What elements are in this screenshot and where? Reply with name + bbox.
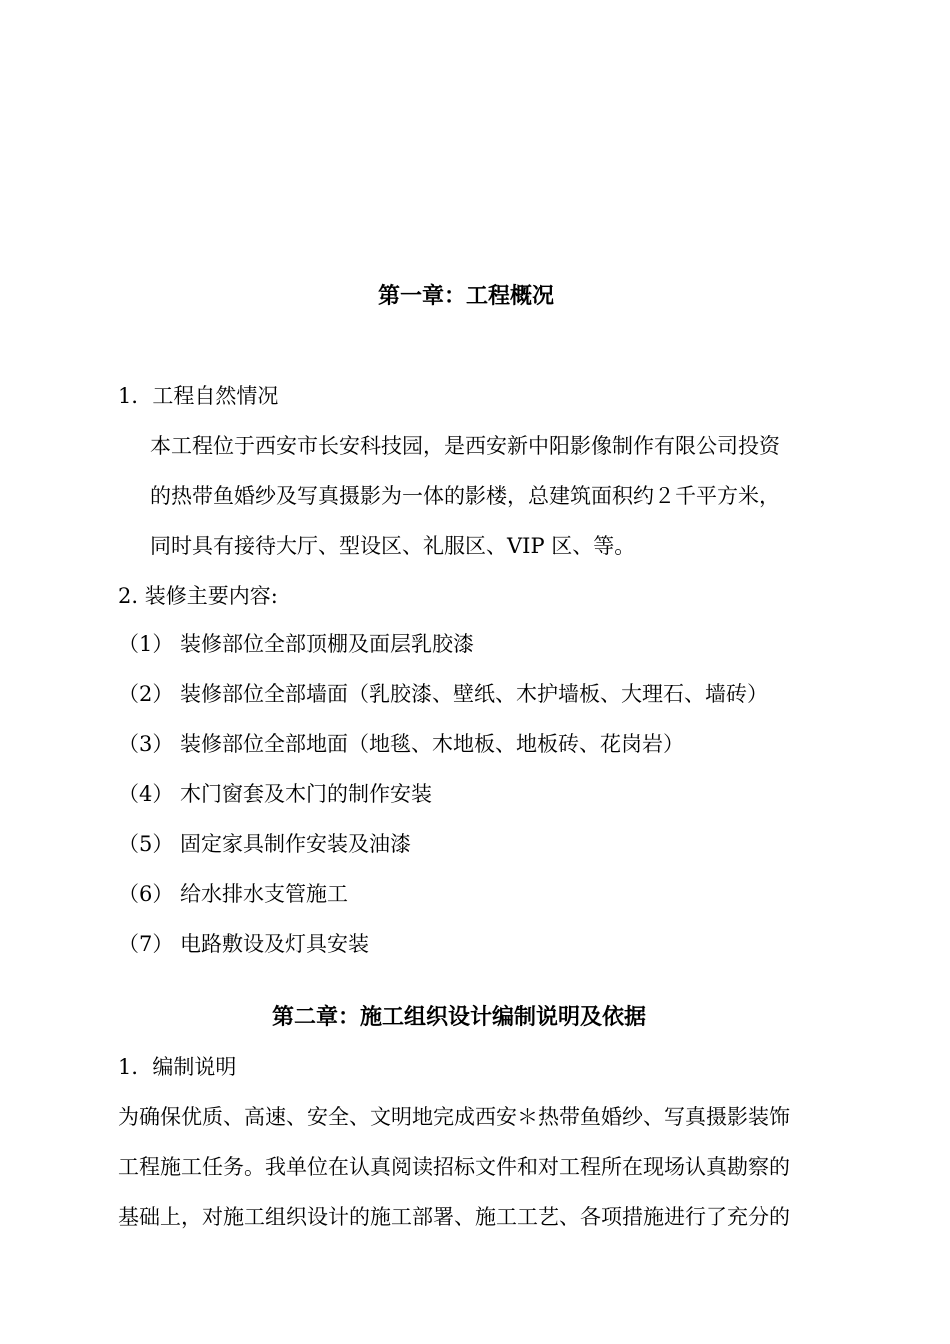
list-item bbox=[118, 830, 411, 858]
chapter1-title: 第一章：工程概况 bbox=[378, 283, 555, 309]
list-item-number: （2） bbox=[118, 682, 174, 706]
list-item-number: （6） bbox=[118, 882, 174, 906]
list-item-text: 给水排水支管施工 bbox=[180, 882, 348, 906]
list-item-text: 装修部位全部地面（地毯、木地板、地板砖、花岗岩） bbox=[180, 732, 684, 756]
list-item-number: （1） bbox=[118, 632, 174, 656]
list-item-text: 电路敷设及灯具安装 bbox=[180, 932, 369, 956]
list-item-number: （3） bbox=[118, 732, 174, 756]
list-item-text: 木门窗套及木门的制作安装 bbox=[180, 782, 432, 806]
paragraph-line: 本工程位于西安市长安科技园，是西安新中阳影像制作有限公司投资 bbox=[150, 434, 780, 458]
paragraph-line: 同时具有接待大厅、型设区、礼服区、VIP 区、等。 bbox=[150, 534, 636, 558]
list-item bbox=[118, 880, 348, 908]
section-heading: 1．编制说明 bbox=[118, 1055, 237, 1079]
paragraph-line: 工程施工任务。我单位在认真阅读招标文件和对工程所在现场认真勘察的 bbox=[118, 1155, 790, 1179]
list-item-text: 装修部位全部顶棚及面层乳胶漆 bbox=[180, 632, 474, 656]
section-heading: 1．工程自然情况 bbox=[118, 384, 279, 408]
list-item bbox=[118, 630, 474, 658]
list-item-number: （4） bbox=[118, 782, 174, 806]
list-item-text: 固定家具制作安装及油漆 bbox=[180, 832, 411, 856]
list-item bbox=[118, 930, 369, 958]
paragraph-line: 的热带鱼婚纱及写真摄影为一体的影楼，总建筑面积约２千平方米， bbox=[150, 484, 780, 508]
chapter2-title: 第二章：施工组织设计编制说明及依据 bbox=[272, 1004, 647, 1030]
list-item-text: 装修部位全部墙面（乳胶漆、壁纸、木护墙板、大理石、墙砖） bbox=[180, 682, 768, 706]
list-item-number: （7） bbox=[118, 932, 174, 956]
paragraph-line: 基础上，对施工组织设计的施工部署、施工工艺、各项措施进行了充分的 bbox=[118, 1205, 790, 1229]
section-heading: 2. 装修主要内容: bbox=[118, 584, 278, 608]
list-item bbox=[118, 680, 768, 708]
list-item bbox=[118, 730, 684, 758]
list-item-number: （5） bbox=[118, 832, 174, 856]
paragraph-line: 为确保优质、高速、安全、文明地完成西安＊热带鱼婚纱、写真摄影装饰 bbox=[118, 1105, 790, 1129]
list-item bbox=[118, 780, 432, 808]
